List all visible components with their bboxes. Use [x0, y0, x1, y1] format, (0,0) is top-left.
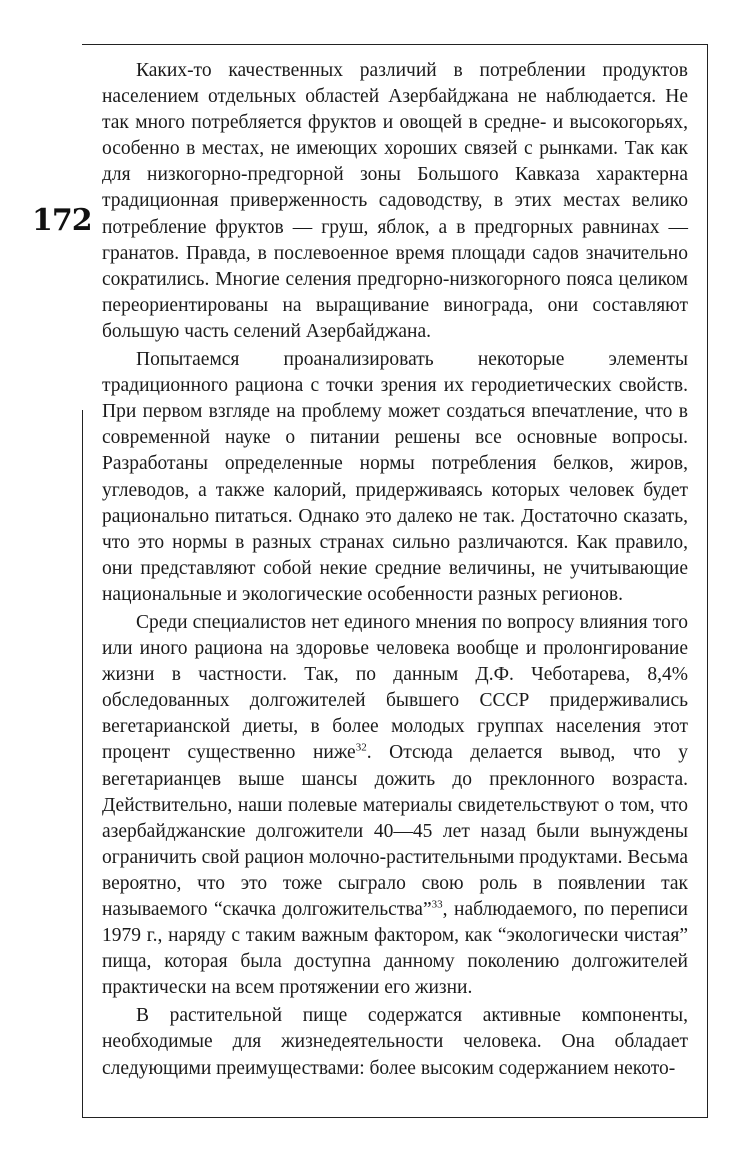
- bottom-rule: [82, 1117, 708, 1118]
- paragraph-1: Каких-то качественных различий в потреблении продуктов населением отдельных областей Азербайджана не наблюдается. Не так много потребляется фруктов и овощей в средне- и высокогорьях, особенно в местах, не имеющих хороших связей с рынками. Так как для низкогорно-предгорной зоны Большого Кавказа характерна традиционная приверженность садоводству, в этих местах велико потребление фруктов — груш, яблок, а в предгорных равнинах — гранатов. Правда, в послевоенное время площади садов значительно сократились. Многие селения предгорно-низкогорного пояса целиком переориентированы на выращивание винограда, они составляют большую часть селений Азербайджана.: [102, 60, 688, 342]
- paragraph-2: Попытаемся проанализировать некоторые элементы традиционного рациона с точки зрения их геродиетических свойств. При первом взгляде на проблему может создаться впечатление, что в современной науке о питании решены все основные вопросы. Разработаны определенные нормы потребления белков, жиров, углеводов, а также калорий, придерживаясь которых человек будет рационально питаться. Однако это далеко не так. Достаточно сказать, что это нормы в разных странах сильно различаются. Как правило, они представляют собой некие средние величины, не учитывающие национальные и экологические особенности разных регионов.: [102, 349, 688, 605]
- footnote-ref-33: 33: [431, 898, 443, 911]
- top-rule: [82, 44, 708, 45]
- body-text: [102, 58, 688, 1082]
- paragraph-3: [102, 610, 688, 1001]
- paragraph-3-part-2: . Отсюда делается вывод, что у вегетарианцев выше шансы дожить до преклонного возраста. Действительно, наши полевые материалы свидетельствуют о том, что азербайджанские долгожители 40—45 лет назад были вынуждены ограничить свой рацион молочно-растительными продуктами. Весьма вероятно, что это тоже сыграло свою роль в появлении так называемого “скачка долгожительства”: [102, 742, 689, 920]
- paragraph-4: В растительной пище содержатся активные компоненты, необходимые для жизнедеятельности человека. Она обладает следующими преимуществами: более высоким содержанием некото-: [102, 1005, 688, 1079]
- page-number: 172: [32, 203, 92, 238]
- paragraph-3-part-3: , наблюдаемого, по переписи 1979 г., наряду с таким важным фактором, как “экологически чистая” пища, которая была доступна данному поколению долгожителей практически на всем протяжении его жизни.: [102, 899, 688, 999]
- left-rule: [82, 410, 83, 1117]
- paragraph-3-part-1: Среди специалистов нет единого мнения по вопросу влияния того или иного рациона на здоровье человека вообще и пролонгирование жизни в частности. Так, по данным Д.Ф. Чеботарева, 8,4% обследованных долгожителей бывшего СССР придерживались вегетарианской диеты, в более молодых группах населения этот процент существенно ниже: [102, 611, 688, 764]
- right-rule: [707, 44, 708, 1117]
- footnote-ref-32: 32: [355, 741, 367, 754]
